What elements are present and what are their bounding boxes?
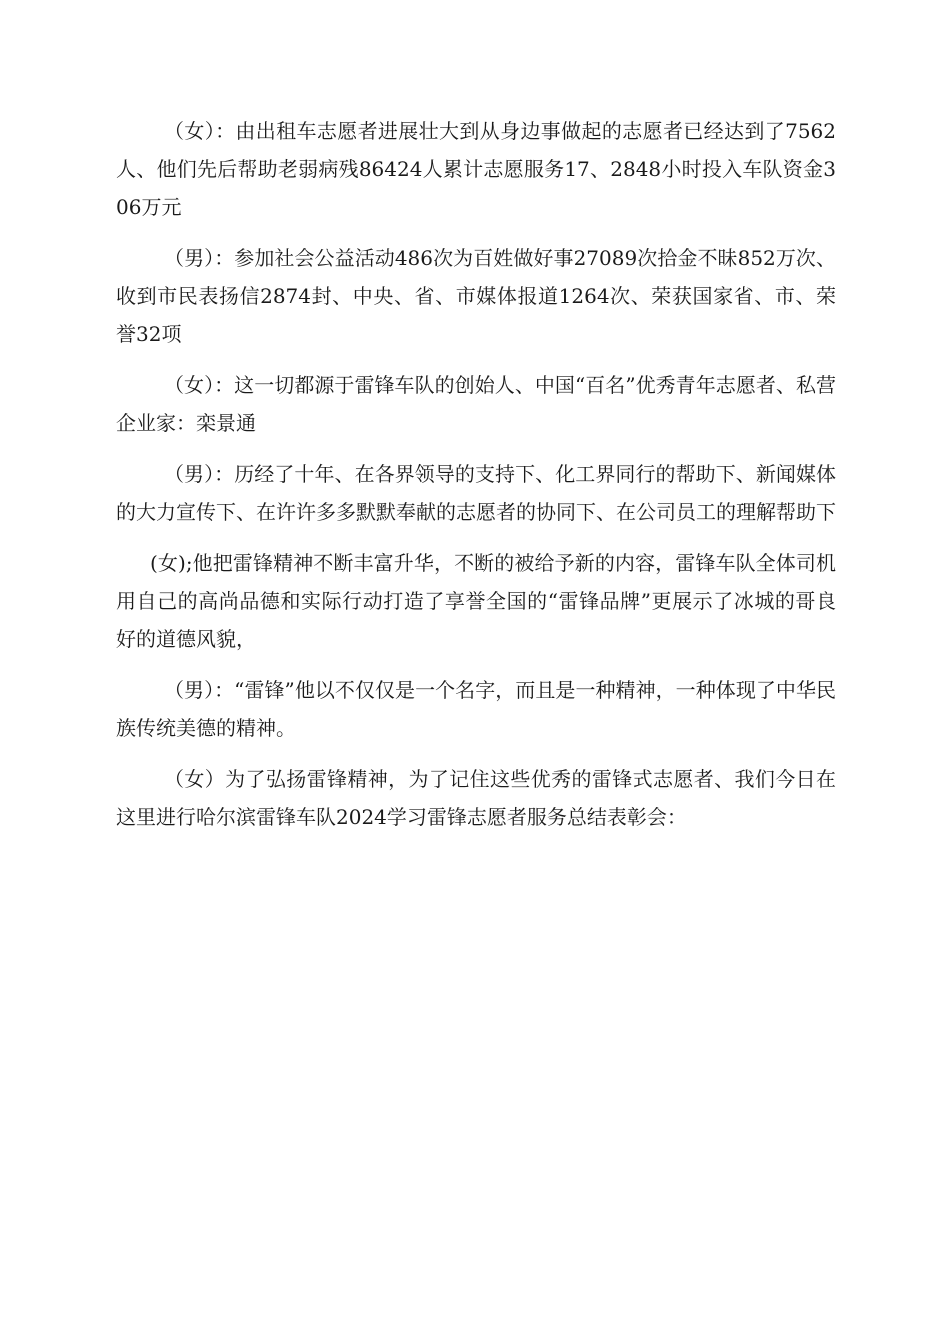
paragraph-female-3: (女);他把雷锋精神不断丰富升华，不断的被给予新的内容，雷锋车队全体司机用自己的高尚品德和实际行动打造了享誉全国的“雷锋品牌”更展示了冰城的哥良好的道德风貌， (116, 551, 836, 651)
paragraph-female-4: （女）为了弘扬雷锋精神，为了记住这些优秀的雷锋式志愿者、我们今日在这里进行哈尔滨雷锋车队2024学习雷锋志愿者服务总结表彰会： (116, 767, 836, 829)
document-body (116, 112, 836, 849)
paragraph-male-2: （男）：历经了十年、在各界领导的支持下、化工界同行的帮助下、新闻媒体的大力宣传下、在许许多多默默奉献的志愿者的协同下、在公司员工的理解帮助下 (116, 462, 836, 524)
paragraph-male-1: （男）：参加社会公益活动486次为百姓做好事27089次拾金不昧852万次、收到市民表扬信2874封、中央、省、市媒体报道1264次、荣获国家省、市、荣誉32项 (116, 246, 836, 346)
paragraph-male-3: （男）：“雷锋”他以不仅仅是一个名字，而且是一种精神，一种体现了中华民族传统美德的精神。 (116, 678, 836, 740)
paragraph-female-1: （女）：由出租车志愿者进展壮大到从身边事做起的志愿者已经达到了7562人、他们先后帮助老弱病残86424人累计志愿服务17、2848小时投入车队资金306万元 (116, 119, 836, 219)
paragraph-female-2: （女）：这一切都源于雷锋车队的创始人、中国“百名”优秀青年志愿者、私营企业家：栾景通 (116, 373, 836, 435)
